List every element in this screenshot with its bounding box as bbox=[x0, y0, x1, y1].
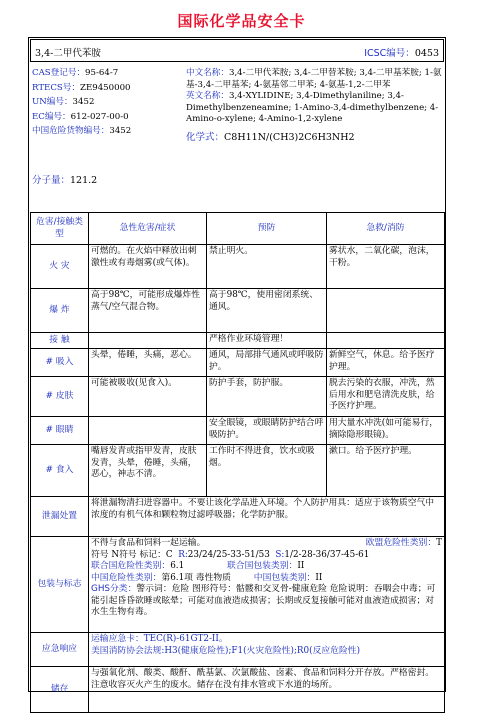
cell-text: 高于98℃，使用密闭系统、通风。 bbox=[207, 289, 327, 333]
cell-text: T bbox=[436, 538, 442, 548]
table-row bbox=[31, 245, 445, 289]
cell-text: # 食入 bbox=[31, 445, 89, 497]
cell-text: 高于98℃，可能形成爆炸性蒸气/空气混合物。 bbox=[89, 289, 207, 333]
cell-text: 应急响应 bbox=[31, 633, 89, 667]
cell-text: II bbox=[315, 572, 323, 583]
cell-text: 接 触 bbox=[31, 333, 89, 349]
cell-text: 爆 炸 bbox=[31, 289, 89, 333]
cell-text: 可燃的。在火焰中释放出刺激性或有毒烟雾(或气体)。 bbox=[89, 245, 207, 289]
ec-number bbox=[32, 112, 182, 127]
cell-text: 中国包装类别： bbox=[253, 572, 316, 583]
cell-text: 不得与食品和饲料一起运输。 bbox=[91, 538, 206, 548]
cell-text: 6.1 bbox=[170, 561, 185, 571]
cell-text: 嘴唇发青或指甲发青，皮肤发青，头晕，倦睡，头痛，恶心，神志不清。 bbox=[89, 445, 207, 497]
icsc-number bbox=[364, 45, 439, 59]
card-header bbox=[30, 39, 444, 62]
cell-text: 包装与标志 bbox=[31, 537, 89, 633]
safety-card bbox=[28, 37, 446, 692]
table-row bbox=[31, 445, 445, 497]
cell-text: 95-64-7 bbox=[85, 68, 119, 78]
cell-text: 英文名称： bbox=[186, 91, 229, 101]
cell-text: 612-027-00-0 bbox=[70, 111, 129, 122]
col-header: 急救/消防 bbox=[327, 213, 445, 245]
molecular-weight bbox=[32, 175, 182, 190]
english-name bbox=[186, 91, 444, 126]
cell-text: # 眼睛 bbox=[31, 417, 89, 445]
cell-text: 符号 N符号 标记：C bbox=[91, 549, 173, 560]
cell-text: 联合国包装类别： bbox=[226, 561, 298, 571]
cell-text: 联合国危险性类别： bbox=[91, 561, 171, 571]
cell-text: 3,4-二甲代苯胺; 3,4-二甲替苯胺; 3,4-二甲基苯胺; 1-氨基-3,4-二甲基苯; 4-氨基邻二甲苯; 4-氨基-1,2-二甲苯 bbox=[186, 68, 442, 90]
packaging-text bbox=[89, 537, 445, 633]
page-title: 国际化学品安全卡 bbox=[177, 12, 306, 30]
storage-text: 与强氧化剂、酸类、酸酐、酰基氯、次氯酸盐、卤素、食品和饲料分开存放。严格密封。注意收容灭火产生的废水。储存在没有排水管或下水道的场所。 bbox=[89, 667, 445, 713]
cell-text: ZE9450000 bbox=[79, 82, 131, 93]
cell-text: RTECS号： bbox=[32, 82, 80, 93]
emergency-row bbox=[31, 633, 445, 667]
cell-text: II bbox=[297, 561, 305, 571]
rtecs-number bbox=[32, 83, 182, 98]
cell-text: ICSC编号： bbox=[364, 48, 415, 59]
cell-text: 警示词：危险 图形符号：骷髅和交叉骨-健康危险 危险说明：吞咽会中毒；可能引起昏昏欲睡或眩晕；可能对血液造成损害；长期或反复接触可能对血液造成损害；对水生生物有毒。 bbox=[91, 584, 436, 617]
cell-text: EC编号： bbox=[32, 111, 71, 122]
cas-number bbox=[32, 68, 182, 83]
table-row bbox=[31, 333, 445, 349]
cell-text: 安全眼镜，或眼睛防护结合呼吸防护。 bbox=[207, 417, 327, 445]
names-block bbox=[186, 68, 444, 143]
cell-text: 通风，局部排气通风或呼吸防护。 bbox=[207, 349, 327, 377]
table-row bbox=[31, 349, 445, 377]
cell-text: 1/2-28-36/37-45-61 bbox=[284, 549, 370, 560]
cell-text: 3,4-XYLIDINE; 3,4-Dimethylaniline; 3,4-Dimethylbenzeneamine; 1-Amino-3,4-dimethylbenzene; 4-Amino-o-xylene; 4-Amino-1,2-xylene bbox=[186, 91, 439, 124]
cell-text: # 吸入 bbox=[31, 349, 89, 377]
identification-block bbox=[30, 64, 444, 212]
cell-text: 3452 bbox=[109, 126, 132, 137]
table-header-row bbox=[31, 213, 445, 245]
un-number bbox=[32, 97, 182, 112]
table-row bbox=[31, 377, 445, 417]
cell-text: 化学式： bbox=[186, 131, 225, 143]
cell-text: 禁止明火。 bbox=[207, 245, 327, 289]
cell-text bbox=[89, 417, 207, 445]
cell-text: # 皮肤 bbox=[31, 377, 89, 417]
cell-text: 漱口。给予医疗护理。 bbox=[327, 445, 445, 497]
storage-row bbox=[31, 667, 445, 713]
cell-text: 工作时不得进食，饮水或吸烟。 bbox=[207, 445, 327, 497]
spill-row bbox=[31, 497, 445, 537]
cell-text: 121.2 bbox=[70, 174, 98, 186]
cell-text: 0453 bbox=[414, 48, 439, 59]
cell-text: 火 灾 bbox=[31, 245, 89, 289]
cell-text: 运输应急卡：TEC(R)-61GT2-II。 bbox=[91, 634, 228, 644]
col-header: 急性危害/症状 bbox=[89, 213, 207, 245]
hazard-table bbox=[30, 212, 445, 713]
table-row bbox=[31, 289, 445, 333]
cell-text: 第6.1项 毒性物质 bbox=[161, 572, 231, 583]
cell-text: UN编号： bbox=[32, 97, 73, 108]
cell-text: 分子量： bbox=[32, 174, 71, 186]
chemical-name: 3,4-二甲代苯胺 bbox=[35, 48, 101, 59]
cell-text: C8H11N/(CH3)2C6H3NH2 bbox=[224, 131, 355, 143]
packaging-row bbox=[31, 537, 445, 633]
cell-text: 中国危险性类别： bbox=[91, 572, 162, 583]
cell-text: 可能被吸收(见食入)。 bbox=[89, 377, 207, 417]
cell-text bbox=[327, 289, 445, 333]
cell-text: GHS分类： bbox=[91, 584, 137, 594]
cell-text: 脱去污染的衣服，冲洗，然后用水和肥皂清洗皮肤，给予医疗护理。 bbox=[327, 377, 445, 417]
id-list bbox=[32, 68, 182, 190]
cn-dangerous-goods-number bbox=[32, 126, 182, 141]
cell-text: 中国危险货物编号： bbox=[32, 126, 110, 137]
cell-text: 3452 bbox=[72, 97, 95, 108]
cell-text: 新鲜空气，休息。给予医疗护理。 bbox=[327, 349, 445, 377]
col-header: 危害/接触类型 bbox=[31, 213, 89, 245]
chemical-formula bbox=[186, 132, 444, 144]
cell-text: 中文名称： bbox=[186, 68, 229, 78]
cell-text: S: bbox=[275, 549, 285, 560]
cell-text: 用大量水冲洗(如可能易行，摘除隐形眼镜)。 bbox=[327, 417, 445, 445]
cell-text: 美国消防协会法规:H3(健康危险性);F1(火灾危险性);R0(反应危险性) bbox=[91, 645, 361, 656]
table-row bbox=[31, 417, 445, 445]
cell-text bbox=[89, 333, 207, 349]
spill-text: 将泄漏物清扫进容器中。不要让该化学品进入环境。个人防护用具：适应于该物质空气中浓度的有机气体和颗粒物过滤呼吸器；化学防护服。 bbox=[89, 497, 445, 537]
cell-text: 欧盟危险性类别： bbox=[365, 538, 437, 548]
chinese-name bbox=[186, 68, 444, 91]
cell-text: 严格作业环境管理！ bbox=[207, 333, 327, 349]
col-header: 预防 bbox=[207, 213, 327, 245]
cell-text: 雾状水，二氧化碳，泡沫，干粉。 bbox=[327, 245, 445, 289]
cell-text: R: bbox=[178, 549, 188, 560]
cell-text: CAS登记号： bbox=[32, 68, 86, 78]
cell-text: 泄漏处置 bbox=[31, 497, 89, 537]
cell-text: 防护手套，防护服。 bbox=[207, 377, 327, 417]
cell-text: 头晕，倦睡，头痛，恶心。 bbox=[89, 349, 207, 377]
cell-text bbox=[327, 333, 445, 349]
cell-text: 23/24/25-33-51/53 bbox=[187, 549, 270, 560]
cell-text: 储存 bbox=[31, 667, 89, 713]
